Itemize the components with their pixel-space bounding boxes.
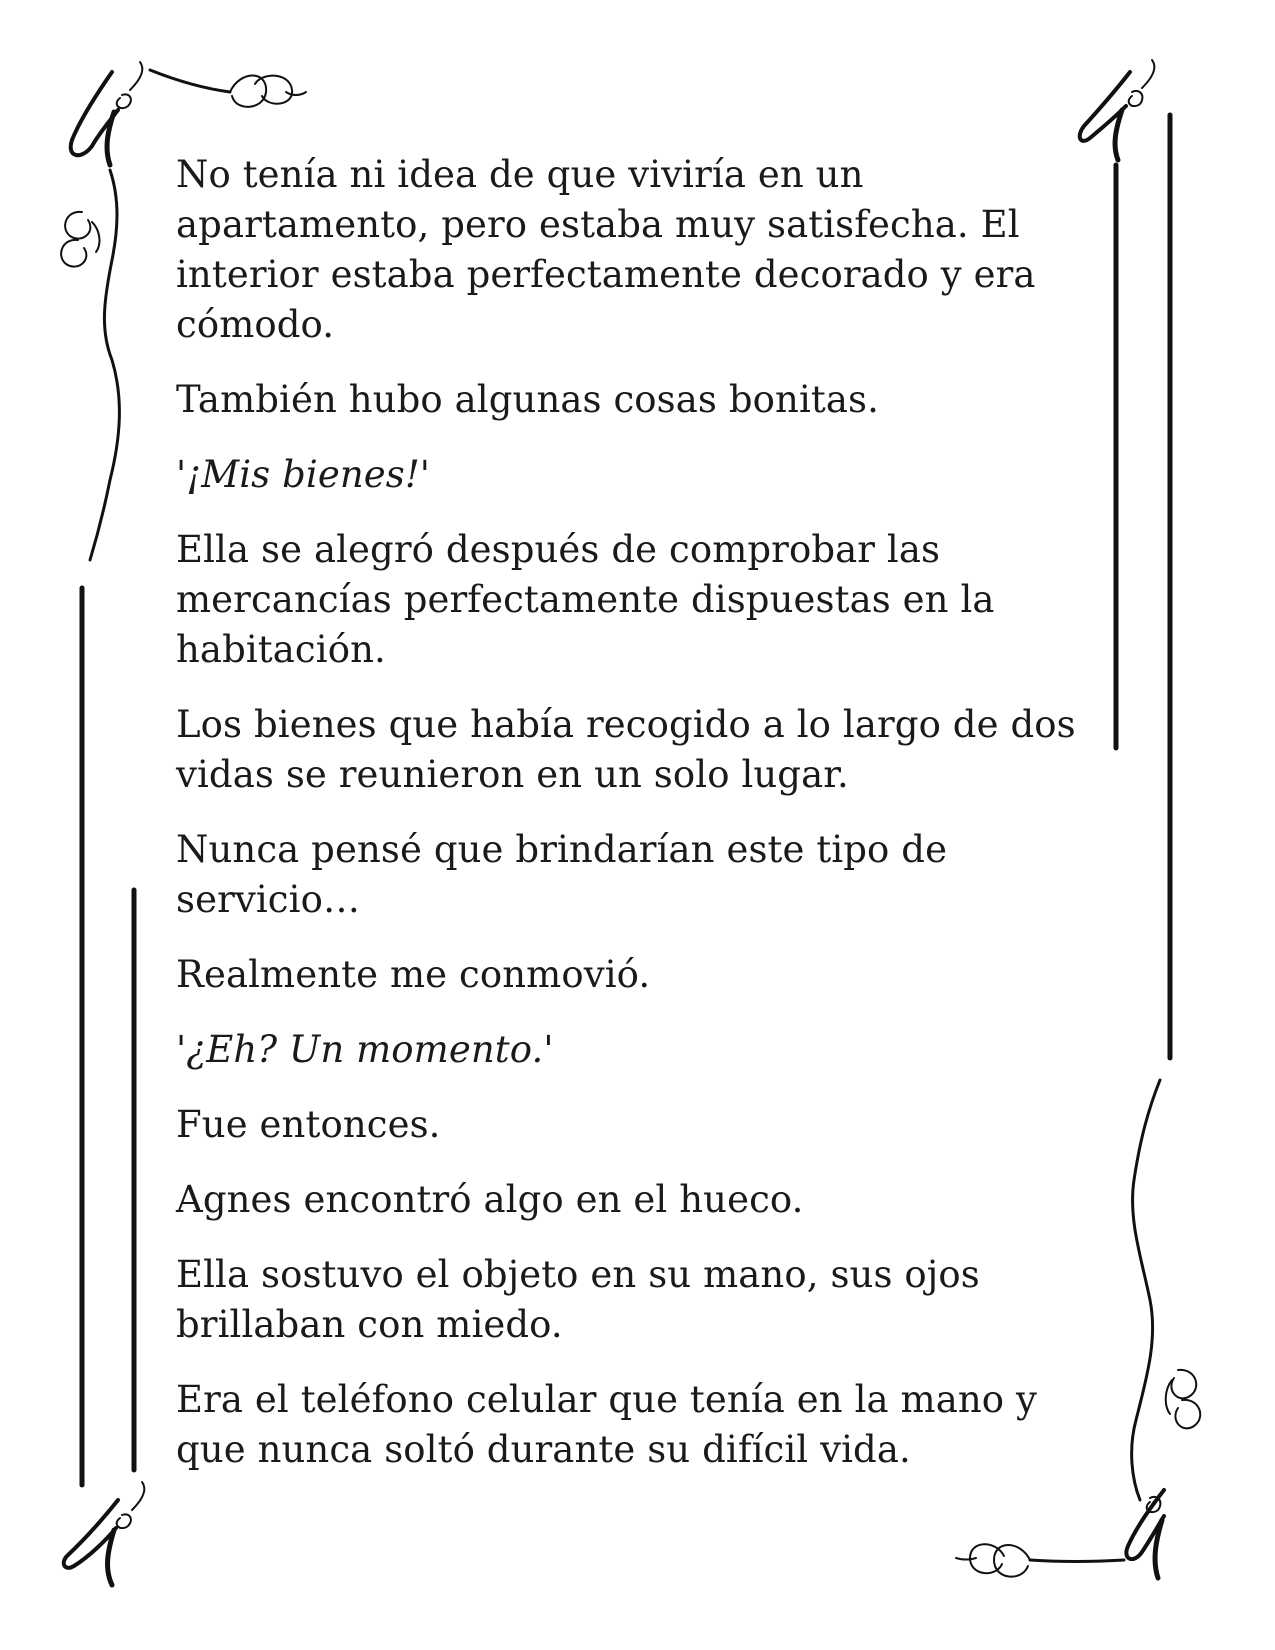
paragraph-7: Realmente me conmovió. (176, 953, 651, 996)
paragraph-2: También hubo algunas cosas bonitas. (176, 378, 879, 421)
paragraph-10: Agnes encontró algo en el hueco. (176, 1178, 804, 1221)
bottom-left-flourish (64, 1482, 145, 1585)
paragraph-12: Era el teléfono celular que tenía en la mano y que nunca soltó durante su difícil vida. (176, 1378, 1038, 1471)
paragraph-4: Ella se alegró después de comprobar las mercancías perfectamente dispuestas en la habitación. (176, 528, 995, 671)
paragraph-1: No tenía ni idea de que viviría en un apartamento, pero estaba muy satisfecha. El interior estaba perfectamente decorado y era cómodo. (176, 153, 1036, 346)
paragraph-11: Ella sostuvo el objeto en su mano, sus ojos brillaban con miedo. (176, 1253, 980, 1346)
top-right-flourish (1080, 60, 1155, 160)
paragraph-3-thought: '¡Mis bienes!' (176, 453, 431, 496)
paragraph-9: Fue entonces. (176, 1103, 441, 1146)
story-text (176, 150, 1096, 1500)
paragraph-8-thought: '¿Eh? Un momento.' (176, 1028, 554, 1071)
paragraph-6: Nunca pensé que brindarían este tipo de servicio… (176, 828, 948, 921)
paragraph-5: Los bienes que había recogido a lo largo de dos vidas se reunieron en un solo lugar. (176, 703, 1076, 796)
